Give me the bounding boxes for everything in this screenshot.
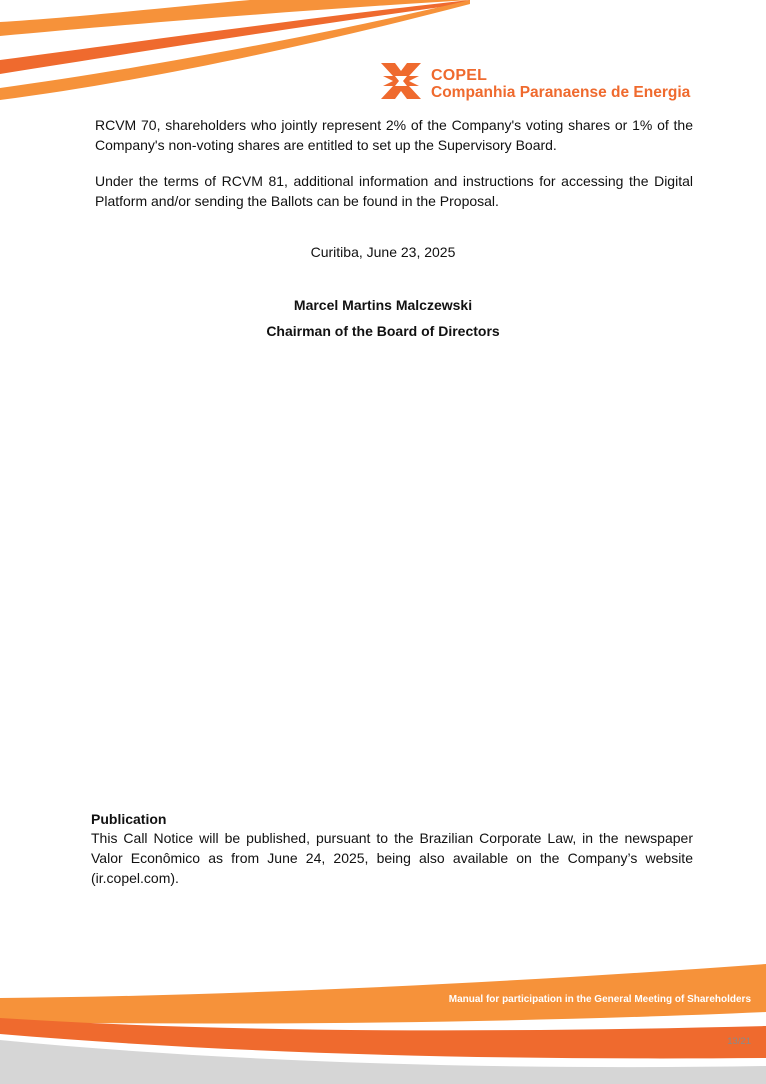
footer-swoosh-decoration xyxy=(0,960,766,1084)
page-number: 13/21 xyxy=(727,1036,751,1047)
body-paragraph-2: Under the terms of RCVM 81, additional information and instructions for accessing the Digital Platform and/or sending the Ballots can be found in the Proposal. xyxy=(95,173,693,209)
signatory-name: Marcel Martins Malczewski xyxy=(293,297,473,313)
publication-text: This Call Notice will be published, pursuant to the Brazilian Corporate Law, in the newspaper Valor Econômico as from June 24, 2025, being also available on the Company’s website (ir.copel.com). xyxy=(91,830,693,886)
footer-document-title: Manual for participation in the General Meeting of Shareholders xyxy=(448,994,751,1005)
publication-heading: Publication xyxy=(91,811,167,827)
logo-company-name: Companhia Paranaense de Energia xyxy=(431,84,691,101)
copel-logo xyxy=(379,61,691,103)
signatory-title: Chairman of the Board of Directors xyxy=(266,323,500,339)
place-date: Curitiba, June 23, 2025 xyxy=(310,244,456,260)
copel-logo-icon xyxy=(379,61,423,101)
body-paragraph-1: RCVM 70, shareholders who jointly represent 2% of the Company's voting shares or 1% of the Company's non-voting shares are entitled to set up the Supervisory Board. xyxy=(95,117,693,153)
logo-brand-name: COPEL xyxy=(431,67,488,84)
